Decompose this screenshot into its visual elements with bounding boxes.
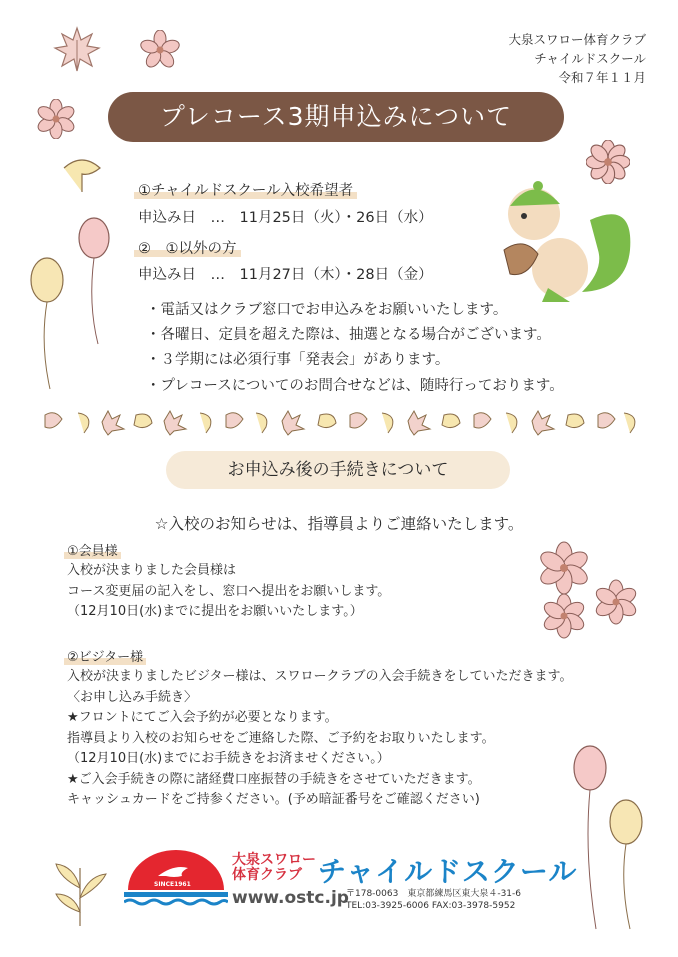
squirrel-icon [494, 180, 634, 306]
header-school: チャイルドスクール [534, 51, 646, 66]
page-title: プレコース3期申込みについて [108, 92, 564, 142]
notice-bullet: ・３学期には必須行事「発表会」があります。 [146, 352, 450, 368]
members-line: コース変更届の記入をし、窓口へ提出をお願いします。 [67, 583, 391, 599]
section-title: お申込み後の手続きについて [166, 451, 510, 489]
balloons-icon [28, 214, 118, 394]
notice-bullet: ・プレコースについてのお問合せなどは、随時行っております。 [146, 378, 564, 394]
application-dates: 申込み日 … 11月25日（火）・26日（水） [138, 210, 433, 226]
visitors-text [67, 667, 572, 811]
members-line: 入校が決まりました会員様は [67, 563, 237, 578]
balloons-icon [566, 744, 652, 934]
visitors-line: キャッシュカードをご持参ください。(予め暗証番号をご確認ください) [67, 792, 480, 807]
school-logo-text: チャイルドスクール [318, 855, 578, 888]
flower-icon [586, 140, 630, 184]
flower-icon [140, 30, 180, 70]
notice-bullet: ・各曜日、定員を超えた際は、抽選となる場合がございます。 [146, 327, 551, 343]
group-label: ② ①以外の方 [134, 241, 241, 257]
club-name-line: 体育クラブ [232, 867, 302, 883]
members-line: （12月10日(水)までに提出をお願いいたします。） [67, 604, 363, 619]
footer-phone: TEL:03-3925-6006 FAX:03-3978-5952 [346, 901, 516, 911]
footer-contact [346, 888, 521, 912]
members-label: ①会員様 [64, 544, 121, 559]
members-text [67, 561, 390, 623]
visitors-line: 〈お申し込み手続き〉 [67, 689, 198, 705]
group-label: ①チャイルドスクール入校希望者 [134, 183, 357, 199]
leaves-icon [50, 858, 110, 928]
club-logo-mark [124, 846, 228, 910]
website-url[interactable]: www.ostc.jp [232, 888, 349, 908]
footer-address: 〒178-0063 東京都練馬区東大泉４-31-6 [346, 889, 522, 899]
header-date: 令和７年１１月 [558, 70, 646, 85]
header-info [508, 30, 646, 87]
header-org: 大泉スワロー体育クラブ [508, 32, 646, 47]
application-dates: 申込み日 … 11月27日（木）・28日（金） [138, 267, 433, 283]
visitors-line: 指導員より入校のお知らせをご連絡した際、ご予約をお取りいたします。 [67, 730, 495, 746]
flower-icon [36, 99, 76, 139]
flower-cluster-icon [536, 540, 646, 640]
visitors-label: ②ビジター様 [64, 650, 146, 665]
visitors-line: 入校が決まりましたビジター様は、スワロークラブの入会手続きをしていただきます。 [67, 669, 573, 684]
contact-note: ☆入校のお知らせは、指導員よりご連絡いたします。 [154, 515, 524, 533]
visitors-line: （12月10日(水)までにお手続きをお済ませください。） [67, 751, 390, 766]
visitors-line: ★フロントにてご入会予約が必要となります。 [67, 710, 338, 725]
ginkgo-leaf-icon [60, 154, 104, 194]
maple-leaf-icon [52, 24, 102, 74]
since-label: SINCE1961 [154, 881, 191, 888]
notice-bullet: ・電話又はクラブ窓口でお申込みをお願いいたします。 [146, 302, 508, 318]
visitors-line: ★ご入会手続きの際に諸経費口座振替の手続きをさせていただきます。 [67, 771, 481, 787]
club-name-line: 大泉スワロー [232, 852, 316, 868]
leaf-divider [40, 407, 640, 437]
club-name [232, 853, 316, 883]
